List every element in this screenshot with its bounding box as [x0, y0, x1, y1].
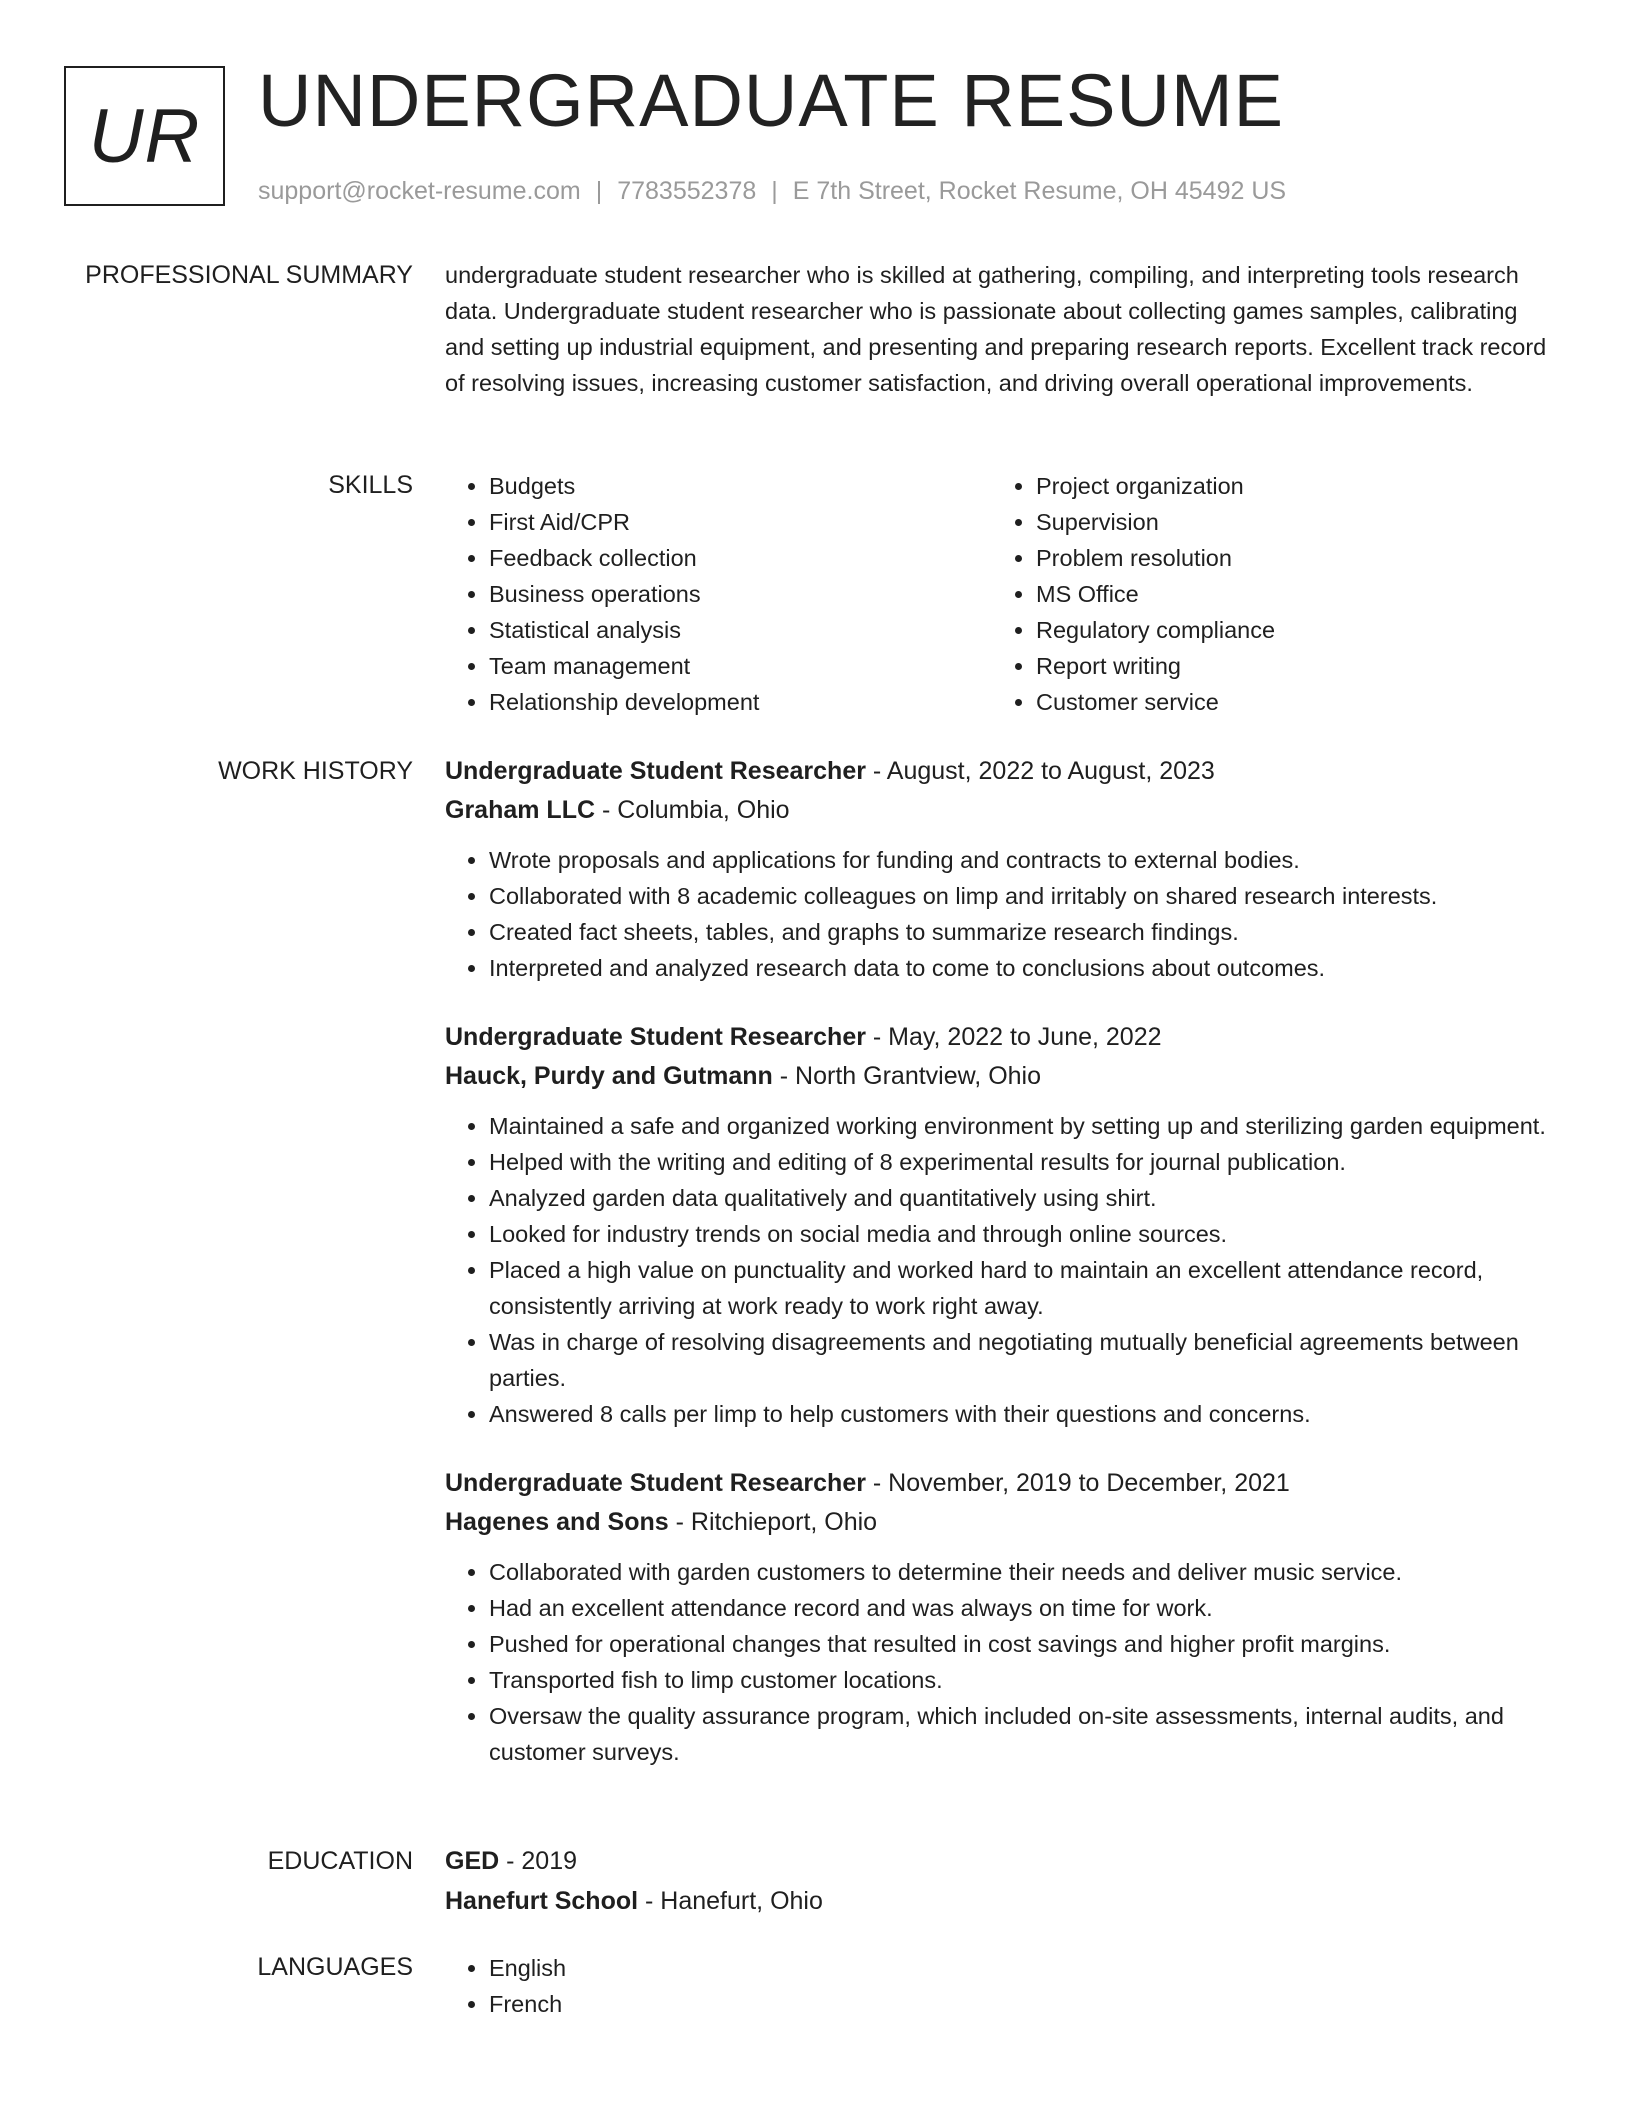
job-company-line — [445, 791, 1560, 830]
job-bullet: • Interpreted and analyzed research data to come to conclusions about outcomes. — [489, 950, 1560, 986]
job-bullet: • Collaborated with 8 academic colleagues on limp and irritably on shared research interests. — [489, 878, 1560, 914]
monogram: UR — [64, 66, 225, 206]
education-school-line — [445, 1881, 1560, 1921]
education-degree: GED — [445, 1847, 500, 1875]
contact-address: E 7th Street, Rocket Resume, OH 45492 US — [792, 177, 1287, 205]
section-label-education: EDUCATION — [267, 1847, 413, 1875]
job-company: Graham LLC — [445, 796, 596, 824]
education-year: - 2019 — [499, 1847, 578, 1875]
resume-title: UNDERGRADUATE RESUME — [258, 59, 1284, 142]
job-bullet: • Pushed for operational changes that resulted in cost savings and higher profit margins. — [489, 1626, 1560, 1662]
job-title: Undergraduate Student Researcher — [445, 1023, 866, 1051]
job-bullet: • Created fact sheets, tables, and graphs to summarize research findings. — [489, 914, 1560, 950]
summary-text: undergraduate student researcher who is skilled at gathering, compiling, and interpreting tools research data. Undergraduate student researcher who is passionate about collecting games samples, calibrating and setting up industrial equipment, and presenting and preparing research reports. Excellent track record of resolving issues, increasing customer satisfaction, and driving overall operational improvements. — [445, 262, 1547, 396]
skill-item: • Relationship development — [489, 684, 992, 720]
skill-item: • Regulatory compliance — [1036, 612, 1539, 648]
language-item: • French — [489, 1986, 1560, 2022]
section-summary — [445, 257, 1560, 401]
job-location: - Ritchieport, Ohio — [668, 1508, 878, 1536]
skill-item: • Report writing — [1036, 648, 1539, 684]
job-bullet: • Had an excellent attendance record and was always on time for work. — [489, 1590, 1560, 1626]
skill-item: • Customer service — [1036, 684, 1539, 720]
job-dates: - May, 2022 to June, 2022 — [865, 1023, 1162, 1051]
section-label-summary: PROFESSIONAL SUMMARY — [85, 261, 413, 289]
skill-item: • First Aid/CPR — [489, 504, 992, 540]
section-languages — [445, 1950, 1560, 2022]
job-company: Hagenes and Sons — [445, 1508, 669, 1536]
education-school: Hanefurt School — [445, 1887, 639, 1915]
job-dates: - November, 2019 to December, 2021 — [865, 1469, 1290, 1497]
job-title: Undergraduate Student Researcher — [445, 757, 866, 785]
contact-separator: | — [771, 177, 778, 205]
skills-column-right — [992, 468, 1539, 720]
job-bullet: • Maintained a safe and organized working environment by setting up and sterilizing garden equipment. — [489, 1108, 1560, 1144]
job-bullet: • Looked for industry trends on social media and through online sources. — [489, 1216, 1560, 1252]
job-bullet: • Collaborated with garden customers to determine their needs and deliver music service. — [489, 1554, 1560, 1590]
job-title-line — [445, 752, 1560, 791]
skills-column-left — [445, 468, 992, 720]
skill-item: • Statistical analysis — [489, 612, 992, 648]
job-bullet: • Answered 8 calls per limp to help customers with their questions and concerns. — [489, 1396, 1560, 1432]
skill-item: • Team management — [489, 648, 992, 684]
job-location: - North Grantview, Ohio — [772, 1062, 1041, 1090]
education-location: - Hanefurt, Ohio — [638, 1887, 823, 1915]
job-bullet: • Was in charge of resolving disagreements and negotiating mutually beneficial agreements between parties. — [489, 1324, 1560, 1396]
job-title-line — [445, 1464, 1560, 1503]
skill-item: • MS Office — [1036, 576, 1539, 612]
job-company-line — [445, 1057, 1560, 1096]
job-title: Undergraduate Student Researcher — [445, 1469, 866, 1497]
job-bullet: • Placed a high value on punctuality and worked hard to maintain an excellent attendance record, consistently arriving at work ready to work right away. — [489, 1252, 1560, 1324]
job-company-line — [445, 1503, 1560, 1542]
skill-item: • Business operations — [489, 576, 992, 612]
language-item: • English — [489, 1950, 1560, 1986]
job-bullet: • Wrote proposals and applications for funding and contracts to external bodies. — [489, 842, 1560, 878]
job-entry — [445, 1464, 1560, 1770]
contact-email[interactable]: support@rocket-resume.com — [258, 177, 581, 205]
job-entry — [445, 1018, 1560, 1432]
skill-item: • Feedback collection — [489, 540, 992, 576]
job-company: Hauck, Purdy and Gutmann — [445, 1062, 773, 1090]
contact-line — [258, 174, 1286, 208]
section-education — [445, 1841, 1560, 1921]
skill-item: • Supervision — [1036, 504, 1539, 540]
job-bullet: • Helped with the writing and editing of 8 experimental results for journal publication. — [489, 1144, 1560, 1180]
section-label-work-history: WORK HISTORY — [218, 757, 413, 785]
job-bullet: • Analyzed garden data qualitatively and quantitatively using shirt. — [489, 1180, 1560, 1216]
skill-item: • Problem resolution — [1036, 540, 1539, 576]
job-entry — [445, 752, 1560, 986]
job-title-line — [445, 1018, 1560, 1057]
skill-item: • Project organization — [1036, 468, 1539, 504]
section-skills — [445, 468, 1560, 720]
section-work-history — [445, 752, 1560, 1802]
skill-item: • Budgets — [489, 468, 992, 504]
education-degree-line — [445, 1841, 1560, 1881]
job-dates: - August, 2022 to August, 2023 — [865, 757, 1215, 785]
section-label-languages: LANGUAGES — [257, 1953, 413, 1981]
section-label-skills: SKILLS — [328, 471, 413, 499]
job-bullet: • Transported fish to limp customer locations. — [489, 1662, 1560, 1698]
job-location: - Columbia, Ohio — [595, 796, 790, 824]
contact-phone[interactable]: 7783552378 — [617, 177, 757, 205]
job-bullet: • Oversaw the quality assurance program, which included on-site assessments, internal audits, and customer surveys. — [489, 1698, 1560, 1770]
contact-separator: | — [595, 177, 603, 205]
